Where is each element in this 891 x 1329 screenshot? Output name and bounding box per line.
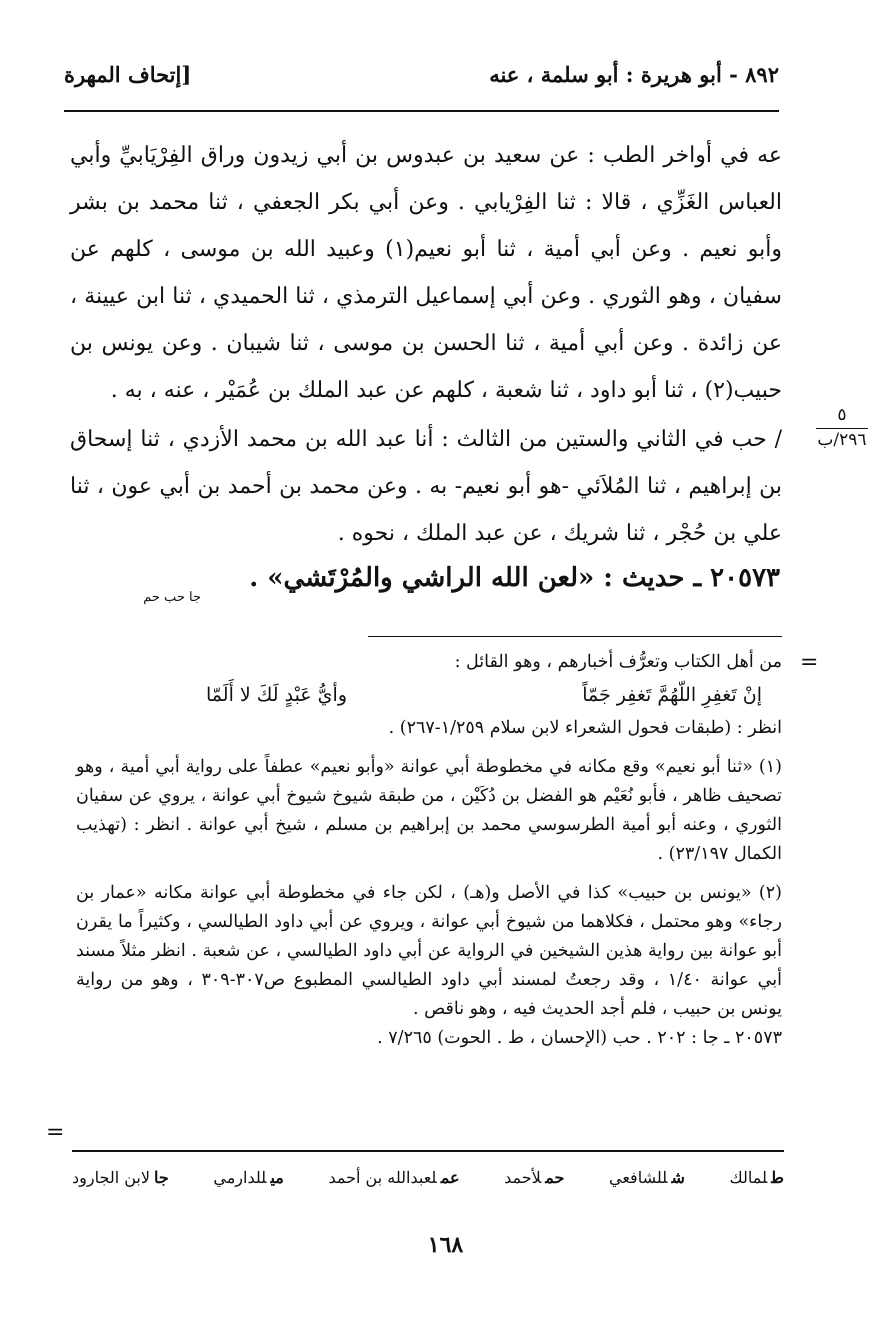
margin-divider (816, 428, 868, 429)
margin-folio-reference (812, 406, 872, 449)
hadith-text: ـ حديث : «لعن الله الراشي والمُرْتَشي» . (249, 563, 702, 593)
running-header-book-title: [إتحاف المهرة (64, 62, 192, 87)
footnote-reference: انظر : (طبقات فحول الشعراء لابن سلام ١/٢٥٩-٢٦٧) . (388, 718, 782, 738)
legend-item: طلمالك (729, 1168, 784, 1187)
footnotes (76, 648, 782, 1053)
legend-divider (72, 1150, 784, 1152)
source-reference-line: ٢٠٥٧٣ ـ جا : ٢٠٢ . حب (الإحسان ، ط . الحوت) ٧/٢٦٥ . (377, 1028, 782, 1048)
poem-verse (76, 681, 782, 710)
hadith-heading (249, 563, 780, 593)
legend-item: عملعبدالله بن أحمد (328, 1168, 460, 1187)
continuation-marker: = (800, 650, 819, 675)
header-divider (64, 110, 779, 112)
page-number: ١٦٨ (427, 1232, 464, 1258)
legend-item: شللشافعي (609, 1168, 685, 1187)
footnote-2: (٢) «يونس بن حبيب» كذا في الأصل و(هـ) ، لكن جاء في مخطوطة أبي عوانة مكانه «عمار بن رجاء» وهو محتمل ، فكلاهما من شيوخ أبي عوانة ، ويروي عن أبي داود الطيالسي ، وكثيراً ما يقرن أبو عوانة بين رواية هذين الشيخين في الرواية عن أبي داود الطيالسي ، عن شعبة . انظر مثلاً مسند أبي عوانة ١/٤٠ ، وقد رجعتُ لمسند أبي داود الطيالسي المطبوع ص٣٠٧-٣٠٩ ، وهو من رواية يونس بن حبيب ، فلم أجد الحديث فيه ، وهو ناقص . (76, 883, 783, 1019)
hadith-number: ٢٠٥٧٣ (710, 563, 780, 593)
poem-second-hemistich: وأيُّ عَبْدٍ لَكَ لا أَلَمّا (206, 684, 348, 706)
legend-item: ميللدارمي (213, 1168, 284, 1187)
poem-first-hemistich: إنْ تَغفِرِ اللّهُمَّ تَغفِر جَمّاً (582, 684, 762, 706)
hadith-sources: جا حب حم (143, 590, 201, 605)
isnad-paragraph-2: / حب في الثاني والستين من الثالث : أنا عبد الله بن محمد الأزدي ، ثنا إسحاق بن إبراهيم ، ثنا المُلاَئي -هو أبو نعيم- به . وعن محمد بن أحمد بن أبي عون ، ثنا علي بن حُجْر ، ثنا شريك ، عن عبد الملك ، نحوه . (70, 427, 782, 546)
legend-item: جالابن الجارود (72, 1168, 169, 1187)
end-marker: = (46, 1120, 65, 1145)
margin-symbol: ٥ (837, 405, 847, 425)
footnote-1: (١) «ثنا أبو نعيم» وقع مكانه في مخطوطة أبي عوانة «وأبو نعيم» عطفاً على رواية أبي أمية ، وهو تصحيف ظاهر ، فأبو نُعَيْم هو الفضل بن دُكَيْن ، من طبقة شيوخ شيوخ أبي عوانة ، يروي عن سفيان الثوري ، وعنه أبو أمية الطرسوسي محمد بن إبراهيم بن مسلم ، شيخ أبي عوانة . انظر : (تهذيب الكمال ٢٣/١٩٧) . (76, 757, 782, 864)
main-text (70, 132, 782, 557)
running-header-chapter: ٨٩٢ - أبو هريرة : أبو سلمة ، عنه (489, 62, 779, 87)
footnote-continuation: من أهل الكتاب وتعرُّف أخبارهم ، وهو القائل : (454, 652, 782, 672)
footnote-divider (368, 636, 782, 637)
legend-item: حملأحمد (504, 1168, 565, 1187)
isnad-paragraph-1: عه في أواخر الطب : عن سعيد بن عبدوس بن أبي زيدون وراق الفِرْيَابيِّ وأبي العباس الغَزِّي ، قالا : ثنا الفِرْيابي . وعن أبي بكر الجعفي ، ثنا محمد بن بشر وأبو نعيم . وعن أبي أمية ، ثنا أبو نعيم(١) وعبيد الله بن موسى ، كلهم عن سفيان ، وهو الثوري . وعن أبي إسماعيل الترمذي ، ثنا الحميدي ، ثنا ابن عيينة ، عن زائدة . وعن أبي أمية ، ثنا الحسن بن موسى ، ثنا شيبان . وعن يونس بن حبيب(٢) ، ثنا أبو داود ، ثنا شعبة ، كلهم عن عبد الملك بن عُمَيْر ، عنه ، به . (70, 143, 783, 403)
abbreviation-legend (72, 1168, 784, 1187)
margin-folio: ٢٩٦/ب (817, 430, 867, 450)
